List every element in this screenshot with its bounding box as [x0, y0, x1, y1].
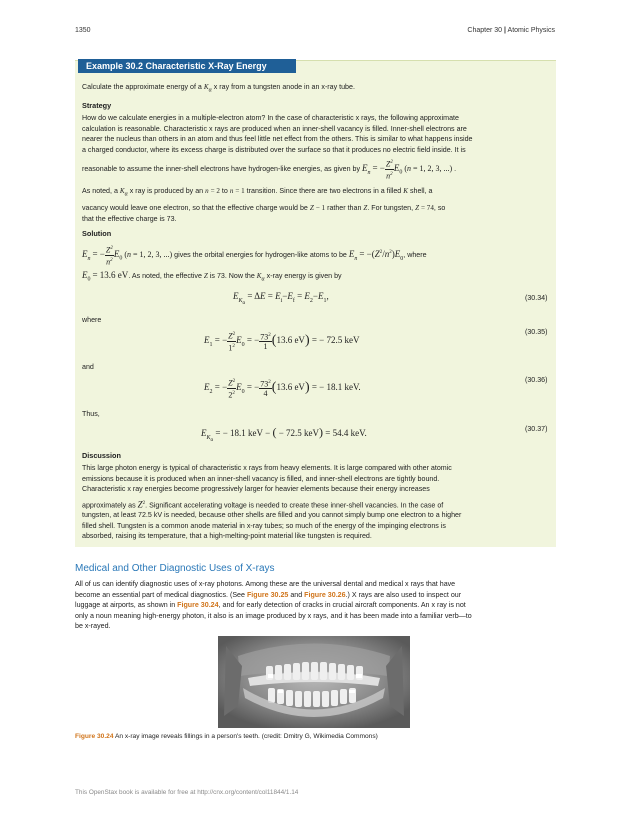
- figure-30-26-link[interactable]: Figure 30.26: [304, 590, 346, 599]
- eq-number-30-35: (30.35): [525, 328, 548, 336]
- chapter-title: Atomic Physics: [507, 27, 555, 34]
- figure-30-25-link[interactable]: Figure 30.25: [246, 590, 289, 599]
- section-heading: Medical and Other Diagnostic Uses of X-rays: [75, 563, 275, 574]
- figure-30-24-link[interactable]: Figure 30.24: [177, 601, 219, 609]
- equation-30-35: $E_1$ = − $\frac{Z^2}{1^2}$ $E_0$ = − $\frac{73^2}{1}$ (13.6 eV) = − 72.5 keV: [204, 331, 360, 353]
- where-label: where: [82, 316, 102, 324]
- strategy-last-line: reasonable to assume the inner-shell electrons have hydrogen-like energies, as given by $E_n$ = − $\frac{Z^2}{n^2}$ $E_0$ (n = 1, 2, 3, ...) .: [82, 159, 457, 181]
- equation-30-37: $E_{K_\alpha}$ = − 18.1 keV − ( − 72.5 keV) = 54.4 keV.: [201, 425, 367, 443]
- strategy-label: Strategy: [82, 101, 112, 110]
- thus-label: Thus,: [82, 410, 100, 418]
- discussion-label: Discussion: [82, 451, 121, 460]
- footer-text: This OpenStax book is available for free at http://cnx.org/content/col11844/1.14: [75, 789, 299, 796]
- chapter-label: Chapter 30: [467, 27, 503, 34]
- discussion-approx-line: approximately as $Z^2$. Significant accelerating voltage is needed to create these inner-shell vacancies. In the case of: [82, 499, 444, 510]
- example-title: Example 30.2 Characteristic X-Ray Energy: [78, 59, 296, 73]
- dental-xray-image: [218, 636, 410, 728]
- figure-caption: Figure 30.24 An x-ray image reveals fillings in a person's teeth. (credit: Dmitry G, Wikimedia Commons): [75, 733, 378, 740]
- solution-line-2: $E_0 = 13.6$ eV. As noted, the effective Z is 73. Now the $K_\alpha$ x-ray energy is given by: [82, 270, 342, 283]
- section-paragraph: All of us can identify diagnostic uses of x-ray photons. Among these are the universal dental and medical x rays that have become an essential part of medical diagnostics. (See Figure 30.25 and Figure 30.26.) X rays are also used to inspect our luggage at airports, as shown in Figure 30.24, and for early detection of cracks in crucial aircraft components. An x ray is not only a noun meaning high-energy photon, it also is an image produced by x rays, and it has been made into a familiar verb—to be x-rayed.: [75, 580, 472, 630]
- page-number: 1350: [75, 27, 91, 34]
- equation-30-36: $E_2$ = − $\frac{Z^2}{2^2}$ $E_0$ = − $\frac{73^2}{4}$ (13.6 eV) = − 18.1 keV.: [204, 378, 361, 400]
- eq-number-30-34: (30.34): [525, 294, 548, 302]
- solution-label: Solution: [82, 229, 112, 238]
- eq-number-30-36: (30.36): [525, 376, 548, 384]
- discussion-text: This large photon energy is typical of characteristic x rays from heavy elements. It is large compared with other atomic emissions because it is produced when an inner-shell vacancy is filled, and inner-shell electrons are tightly bound. Characteristic x ray energies become progressively larger for heavier elements because their energy increases: [82, 464, 452, 493]
- figure-label: Figure 30.24: [75, 733, 114, 740]
- example-intro: Calculate the approximate energy of a $K_\alpha$ x ray from a tungsten anode in an x-ray tube.: [82, 83, 355, 94]
- effective-charge-line: that the effective charge is 73.: [82, 215, 177, 223]
- strategy-text: How do we calculate energies in a multiple-electron atom? In the case of characteristic x rays, the following approximate calculation is reasonable. Characteristic x rays are produced when an inner-shell vacancy is filled. Inner-shell electrons are nearer the nucleus than others in an atom and thus feel little net effect from the others. This is similar to what happens inside a charged conductor, where its excess charge is distributed over the surface so that it produces no electric field inside. It is: [82, 114, 473, 154]
- and-label: and: [82, 363, 94, 371]
- discussion-text-2: tungsten, at least 72.5 kV is needed, because other shells are filled and you cannot simply bump one electron to a higher filled shell. Tungsten is a common anode material in x-ray tubes; so much of the energy of the impinging electrons is absorbed, raising its temperature, that a high-melting-point material like tungsten is required.: [82, 511, 462, 540]
- eq-number-30-37: (30.37): [525, 425, 548, 433]
- solution-line-1: $E_n$ = − $\frac{Z^2}{n^2}$ $E_0$ (n = 1, 2, 3, ...) gives the orbital energies for hydrogen-like atoms to be $E_n = -(Z^2/n^2)E_0$, where: [82, 245, 427, 267]
- vacancy-line: vacancy would leave one electron, so that the effective charge would be Z − 1 rather than Z. For tungsten, Z = 74, so: [82, 204, 446, 212]
- equation-30-34: $E_{K_\alpha} = \Delta E = E_i-E_f = E_2-E_1$,: [233, 291, 329, 306]
- noted-line: As noted, a $K_\alpha$ x ray is produced by an n = 2 to n = 1 transition. Since there are two electrons in a filled K shell, a: [82, 187, 433, 198]
- running-header: Chapter 30 | Atomic Physics: [467, 27, 555, 34]
